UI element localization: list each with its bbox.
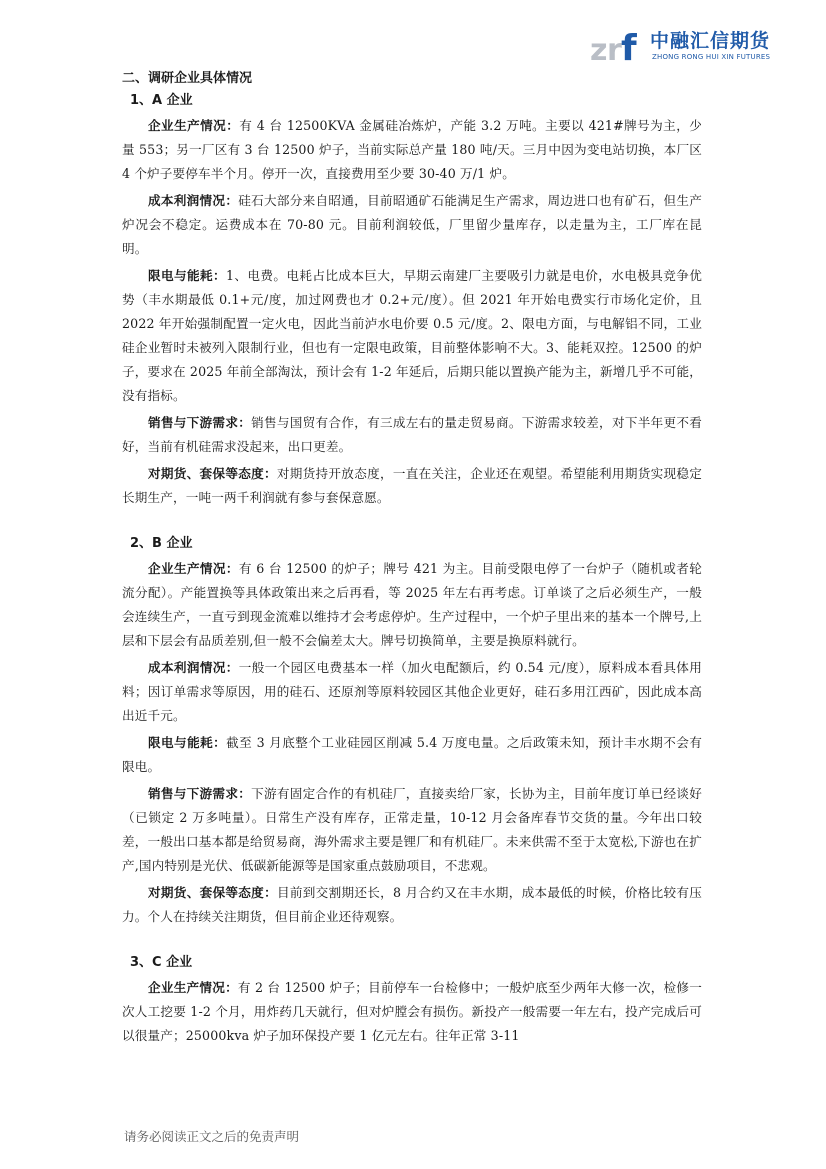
company-a-title: 1、A 企业 <box>130 93 193 108</box>
logo-chinese-name: 中融汇信期货 <box>650 30 771 52</box>
section-title: 二、调研企业具体情况 <box>122 71 253 86</box>
para-text: 下游有固定合作的有机硅厂，直接卖给厂家，长协为主，目前年度订单已经谈好（已锁定 2 万多吨量）。日常生产没有库存，正常走量，10-12 月会备库春节交货的量。今年出口较差，一般出口基本都是给贸易商，海外需求主要是锂厂和有机硅厂。未来供需不至于太宽松,下游也在扩产,国内特别是光伏、低碳新能源等是国家重点鼓励项目，不悲观。 <box>122 786 703 873</box>
zrf-logo-icon <box>590 20 644 66</box>
para-text: 1、电费。电耗占比成本巨大，早期云南建厂主要吸引力就是电价，水电极具竞争优势（丰水期最低 0.1+元/度，加过网费也才 0.2+元/度）。但 2021 年开始电费实行市场化定价，且 2022 年开始强制配置一定火电，因此当前泸水电价要 0.5 元/度。2、限电方面，与电解铝不同，工业硅企业暂时未被列入限制行业，但也有一定限电政策，目前整体影响不大。3、能耗双控。12500 的炉子，要求在 2025 年前全部淘汰，预计会有 1-2 年延后，后期只能以置换产能为主，新增几乎不可能，没有指标。 <box>122 268 703 403</box>
para-lead: 成本利润情况： <box>148 660 239 675</box>
para-lead: 对期货、套保等态度： <box>148 885 277 900</box>
para-lead: 企业生产情况： <box>148 118 240 133</box>
company-b-power <box>122 731 702 779</box>
para-lead: 限电与能耗： <box>148 735 227 750</box>
para-text: 对期货持开放态度，一直在关注，企业还在观望。希望能利用期货实现稳定长期生产，一吨一两千利润就有参与套保意愿。 <box>122 466 703 505</box>
para-lead: 销售与下游需求： <box>148 786 252 801</box>
para-lead: 对期货、套保等态度： <box>148 466 277 481</box>
company-a-sales <box>122 411 702 459</box>
company-b-futures <box>122 881 702 929</box>
company-b-title: 2、B 企业 <box>130 536 193 551</box>
company-a-futures <box>122 462 702 510</box>
logo-english-name: ZHONG RONG HUI XIN FUTURES <box>652 53 771 61</box>
para-text: 目前到交割期还长，8 月合约又在丰水期，成本最低的时候，价格比较有压力。个人在持续关注期货，但目前企业还待观察。 <box>122 885 703 924</box>
company-b-sales <box>122 782 702 878</box>
para-text: 有 4 台 12500KVA 金属硅冶炼炉，产能 3.2 万吨。主要以 421#牌号为主，少量 553；另一厂区有 3 台 12500 炉子，当前实际总产量 180 吨/天。三月中因为变电站切换，本厂区 4 个炉子要停车半个月。停开一次，直接费用至少要 30-40 万/1 炉。 <box>122 118 702 181</box>
company-c-title: 3、C 企业 <box>130 955 193 970</box>
para-lead: 企业生产情况： <box>148 561 239 576</box>
para-text: 截至 3 月底整个工业硅园区削减 5.4 万度电量。之后政策未知，预计丰水期不会有限电。 <box>122 735 702 774</box>
svg-text:f: f <box>621 28 637 66</box>
para-lead: 销售与下游需求： <box>148 415 252 430</box>
para-lead: 成本利润情况： <box>148 193 239 208</box>
para-text: 有 2 台 12500 炉子；目前停车一台检修中；一般炉底至少两年大修一次，检修一次人工挖要 1-2 个月，用炸药几天就行，但对炉膛会有损伤。新投产一般需要一年左右，投产完成后可以很量产；25000kva 炉子加环保投产要 1 亿元左右。往年正常 3-11 <box>122 980 702 1043</box>
para-text: 销售与国贸有合作，有三成左右的量走贸易商。下游需求较差，对下半年更不看好，当前有机硅需求没起来，出口更差。 <box>122 415 703 454</box>
svg-text:z: z <box>590 33 608 66</box>
para-lead: 限电与能耗： <box>148 268 226 283</box>
company-c-production <box>122 976 702 1048</box>
para-text: 一般一个园区电费基本一样（加火电配额后，约 0.54 元/度），原料成本看具体用料；因订单需求等原因，用的硅石、还原剂等原料较园区其他企业更好，硅石多用江西矿，因此成本高出近千元。 <box>122 660 702 723</box>
para-lead: 企业生产情况： <box>148 980 238 995</box>
disclaimer-footer: 请务必阅读正文之后的免责声明 <box>124 1129 300 1144</box>
para-text: 硅石大部分来自昭通，目前昭通矿石能满足生产需求，周边进口也有矿石，但生产炉况会不稳定。运费成本在 70-80 元。目前利润较低，厂里留少量库存，以走量为主，工厂库在昆明。 <box>122 193 702 256</box>
company-logo <box>590 20 790 66</box>
company-b-production <box>122 557 702 653</box>
company-a-cost <box>122 189 702 261</box>
company-b-cost <box>122 656 702 728</box>
company-a-production <box>122 114 702 186</box>
para-text: 有 6 台 12500 的炉子；牌号 421 为主。目前受限电停了一台炉子（随机或者轮流分配）。产能置换等具体政策出来之后再看，等 2025 年左右再考虑。订单谈了之后必须生产，一般会连续生产，一直亏到现金流难以维持才会考虑停炉。生产过程中，一个炉子里出来的基本一个牌号,上层和下层会有品质差别,但一般不会偏差太大。牌号切换简单，主要是换原料就行。 <box>122 561 702 648</box>
svg-text:r: r <box>607 33 622 66</box>
company-a-power <box>122 264 702 408</box>
document-body <box>122 68 702 1051</box>
